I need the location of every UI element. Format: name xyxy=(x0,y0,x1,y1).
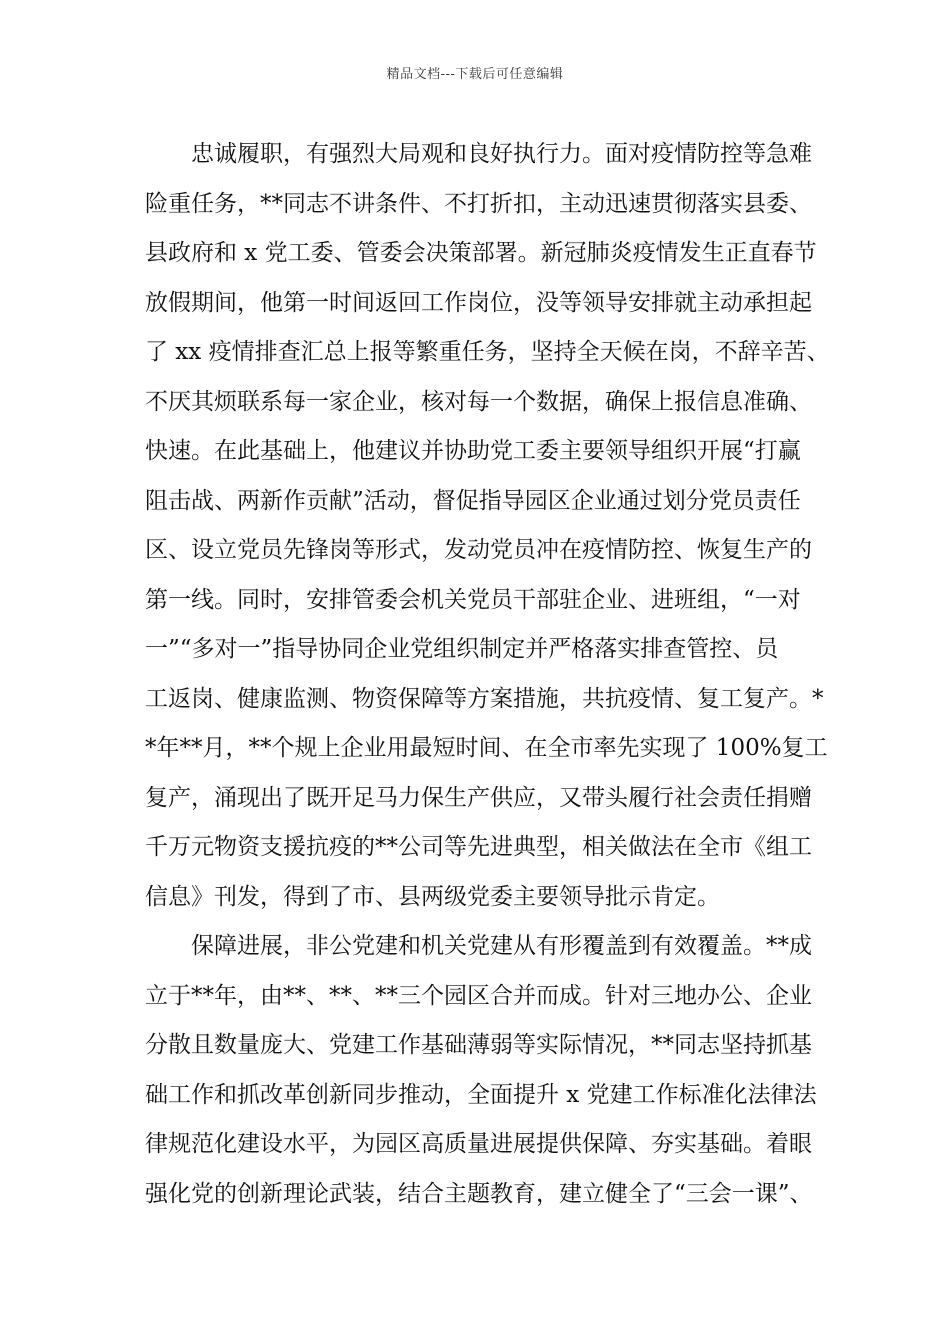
page-header: 精品文档---下载后可任意编辑 xyxy=(386,67,564,82)
text-line: 保障进展，非公党建和机关党建从有形覆盖到有效覆盖。**成 xyxy=(191,933,812,959)
paragraph-2 xyxy=(145,922,817,1219)
text-line: 信息》刊发，得到了市、县两级党委主要领导批示肯定。 xyxy=(145,883,720,910)
document-body xyxy=(145,130,830,1219)
text-line: 不厌其烦联系每一家企业，核对每一个数据，确保上报信息准确、 xyxy=(145,388,812,415)
text-line: 分散且数量庞大、党建工作基础薄弱等实际情况，**同志坚持抓基 xyxy=(145,1032,812,1058)
text-line: 律规范化建设水平，为园区高质量进展提供保障、夯实基础。着眼 xyxy=(145,1131,812,1157)
text-line: 强化党的创新理论武装，结合主题教育，建立健全了“三会一课”、 xyxy=(145,1180,813,1207)
text-line: 复产，涌现出了既开足马力保生产供应，又带头履行社会责任捐赠 xyxy=(145,784,812,811)
text-line: 县政府和 x 党工委、管委会决策部署。新冠肺炎疫情发生正直春节 xyxy=(145,240,817,266)
text-line: 了 xx 疫情排查汇总上报等繁重任务，坚持全天候在岗，不辞辛苦、 xyxy=(145,339,830,365)
text-line: 第一线。同时，安排管委会机关党员干部驻企业、进班组，“一对 xyxy=(145,586,801,613)
text-line: 立于**年，由**、**、**三个园区合并而成。针对三地办公、企业 xyxy=(145,982,812,1009)
text-line: 阻击战、两新作贡献”活动，督促指导园区企业通过划分党员责任 xyxy=(145,487,801,514)
paragraph-1 xyxy=(145,130,830,922)
text-line: 快速。在此基础上，他建议并协助党工委主要领导组织开展“打赢 xyxy=(145,438,801,464)
text-line: 础工作和抓改革创新同步推动，全面提升 x 党建工作标准化法律法 xyxy=(145,1081,817,1108)
text-line: 险重任务，**同志不讲条件、不打折扣，主动迅速贯彻落实县委、 xyxy=(145,190,812,217)
text-line: 工返岗、健康监测、物资保障等方案措施，共抗疫情、复工复产。* xyxy=(145,685,824,712)
text-line: *年**月，**个规上企业用最短时间、在全市率先实现了 100%复工 xyxy=(145,735,828,761)
text-line: 区、设立党员先锋岗等形式，发动党员冲在疫情防控、恢复生产的 xyxy=(145,537,812,563)
text-line: 忠诚履职，有强烈大局观和良好执行力。面对疫情防控等急难 xyxy=(191,141,812,167)
text-line: 千万元物资支援抗疫的**公司等先进典型，相关做法在全市《组工 xyxy=(145,834,812,860)
text-line: 放假期间，他第一时间返回工作岗位，没等领导安排就主动承担起 xyxy=(145,289,812,316)
text-line: 一”“多对一”指导协同企业党组织制定并严格落实排查管控、员 xyxy=(145,636,779,662)
